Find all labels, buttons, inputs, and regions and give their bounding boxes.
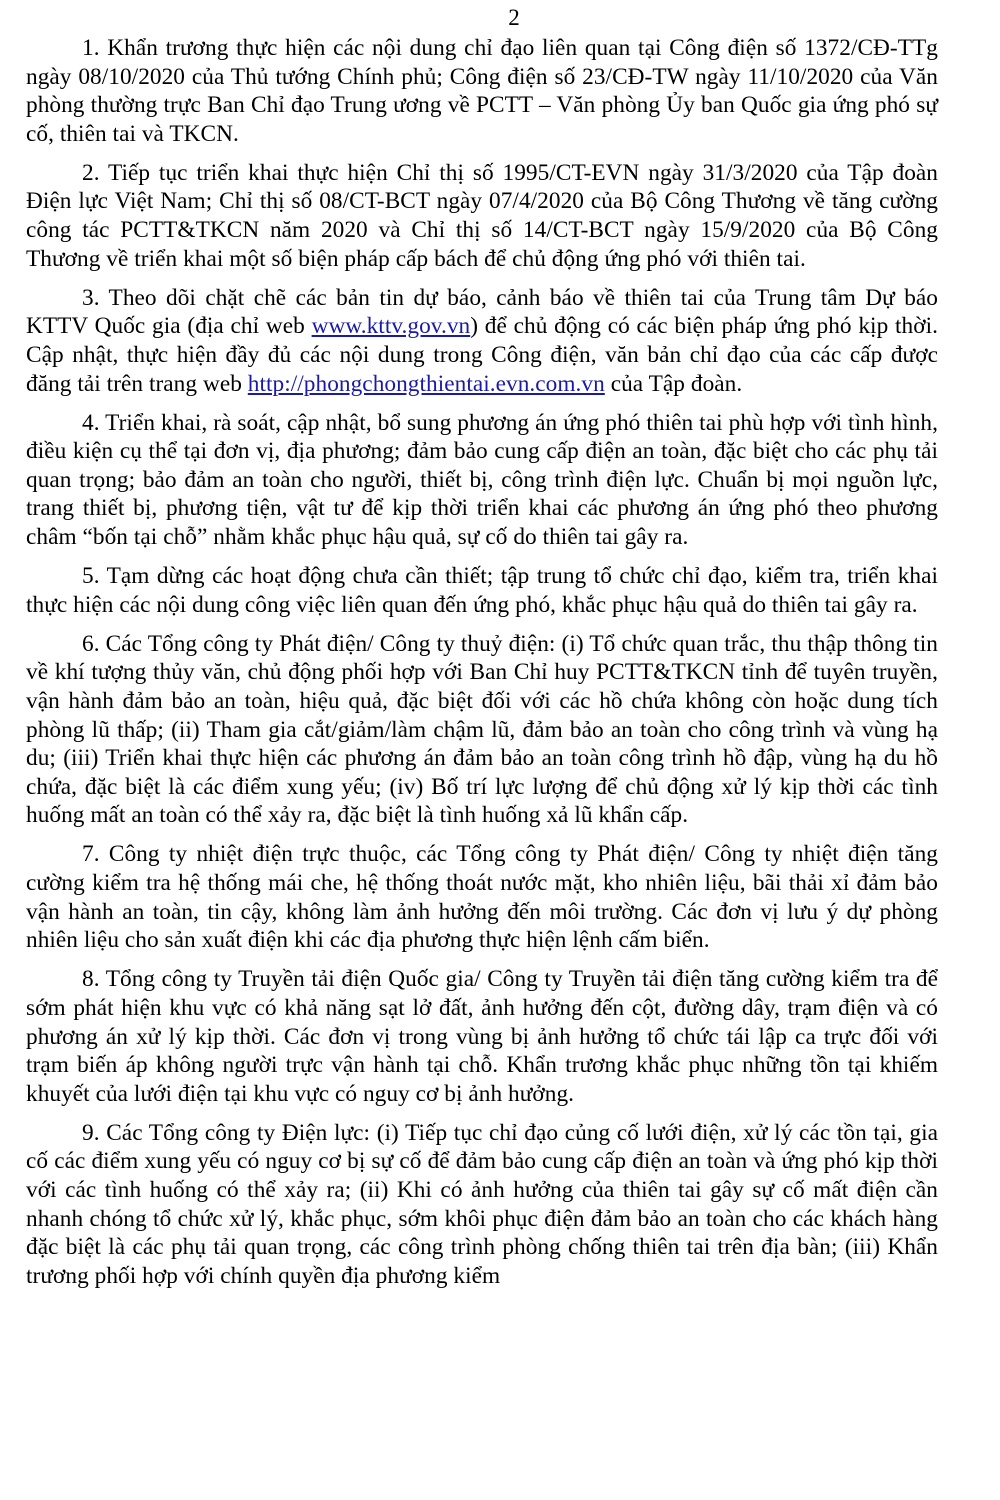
page-number: 2 — [508, 5, 520, 30]
paragraph-8: 8. Tổng công ty Truyền tải điện Quốc gia/ Công ty Truyền tải điện tăng cường kiểm tra để sớm phát hiện khu vực có khả năng sạt lở đất, ảnh hưởng đến cột, đường dây, trạm điện và có phương án xử lý kịp thời. Các đơn vị trong vùng bị ảnh hưởng tổ chức tái lập ca trực đối với trạm biến áp không người trực vận hành tại chỗ. Khẩn trương khắc phục những tồn tại khiếm khuyết của lưới điện tại khu vực có nguy cơ bị ảnh hưởng. — [26, 966, 938, 1107]
kttv-website-link[interactable]: www.kttv.gov.vn — [311, 313, 471, 340]
paragraph-7: 7. Công ty nhiệt điện trực thuộc, các Tổng công ty Phát điện/ Công ty nhiệt điện tăng cường kiểm tra hệ thống mái che, hệ thống thoát nước mặt, kho nhiên liệu, bãi thải xỉ đảm bảo vận hành an toàn, tin cậy, không làm ảnh hưởng đến môi trường. Các đơn vị lưu ý dự phòng nhiên liệu cho sản xuất điện khi các địa phương thực hiện lệnh cấm biển. — [26, 841, 938, 954]
paragraph-3-text-b: ) để chủ động có các biện pháp ứng phó kịp thời. Cập nhật, thực hiện đầy đủ các nội dung trong Công điện, văn bản chỉ đạo của các cấp được đăng tải trên trang web — [26, 313, 938, 397]
paragraph-3 — [26, 284, 938, 398]
paragraph-3-text-c: của Tập đoàn. — [604, 370, 743, 397]
paragraph-2: 2. Tiếp tục triển khai thực hiện Chỉ thị số 1995/CT-EVN ngày 31/3/2020 của Tập đoàn Điện lực Việt Nam; Chỉ thị số 08/CT-BCT ngày 07/4/2020 của Bộ Công Thương về tăng cường công tác PCTT&TKCN năm 2020 và Chỉ thị số 14/CT-BCT ngày 15/9/2020 của Bộ Công Thương về triển khai một số biện pháp cấp bách để chủ động ứng phó với thiên tai. — [26, 159, 938, 272]
paragraph-5: 5. Tạm dừng các hoạt động chưa cần thiết; tập trung tổ chức chỉ đạo, kiểm tra, triển khai thực hiện các nội dung công việc liên quan đến ứng phó, khắc phục hậu quả do thiên tai gây ra. — [26, 563, 938, 618]
paragraph-6: 6. Các Tổng công ty Phát điện/ Công ty thuỷ điện: (i) Tổ chức quan trắc, thu thập thông tin về khí tượng thủy văn, chủ động phối hợp với Ban Chỉ huy PCTT&TKCN tỉnh để tuyên truyền, vận hành đảm bảo an toàn, hiệu quả, đặc biệt đối với các hồ chứa không còn hoặc dung tích phòng lũ thấp; (ii) Tham gia cắt/giảm/làm chậm lũ, đảm bảo an toàn cho công trình và vùng hạ du; (iii) Triển khai thực hiện các phương án đảm bảo an toàn công trình hồ đập, vùng hạ du hồ chứa, đặc biệt là các điểm xung yếu; (iv) Bố trí lực lượng để chủ động xử lý kịp thời các tình huống mất an toàn có thể xảy ra, đặc biệt là tình huống xả lũ khẩn cấp. — [26, 630, 938, 829]
paragraph-1: 1. Khẩn trương thực hiện các nội dung chỉ đạo liên quan tại Công điện số 1372/CĐ-TTg ngày 08/10/2020 của Thủ tướng Chính phủ; Công điện số 23/CĐ-TW ngày 11/10/2020 của Văn phòng thường trực Ban Chỉ đạo Trung ương về PCTT – Văn phòng Ủy ban Quốc gia ứng phó sự cố, thiên tai và TKCN. — [26, 35, 938, 147]
paragraph-4: 4. Triển khai, rà soát, cập nhật, bổ sung phương án ứng phó thiên tai phù hợp với tình hình, điều kiện cụ thể tại đơn vị, địa phương; đảm bảo cung cấp điện an toàn, đặc biệt cho các phụ tải quan trọng; bảo đảm an toàn cho người, thiết bị, công trình điện lực. Chuẩn bị mọi nguồn lực, trang thiết bị, phương tiện, vật tư để kịp thời triển khai các phương án ứng phó theo phương châm “bốn tại chỗ” nhằm khắc phục hậu quả, sự cố do thiên tai gây ra. — [26, 409, 938, 550]
paragraph-3-text-a: 3. Theo dõi chặt chẽ các bản tin dự báo, cảnh báo về thiên tai của Trung tâm Dự báo KTTV Quốc gia (địa chỉ web — [26, 284, 938, 340]
paragraph-9: 9. Các Tổng công ty Điện lực: (i) Tiếp tục chỉ đạo củng cố lưới điện, xử lý các tồn tại, gia cố các điểm xung yếu có nguy cơ bị sự cố để đảm bảo cung cấp điện an toàn và ứng phó kịp thời với các tình huống có thể xảy ra; (ii) Khi có ảnh hưởng của thiên tai gây sự cố mất điện cần nhanh chóng tổ chức xử lý, khắc phục, sớm khôi phục điện đảm bảo an toàn cho các khách hàng đặc biệt là các phụ tải quan trọng, các công trình phòng chống thiên tai trên địa bàn; (iii) Khẩn trương phối hợp với chính quyền địa phương kiểm — [26, 1119, 938, 1289]
phongchongthientai-website-link[interactable]: http://phongchongthientai.evn.com.vn — [247, 370, 605, 397]
